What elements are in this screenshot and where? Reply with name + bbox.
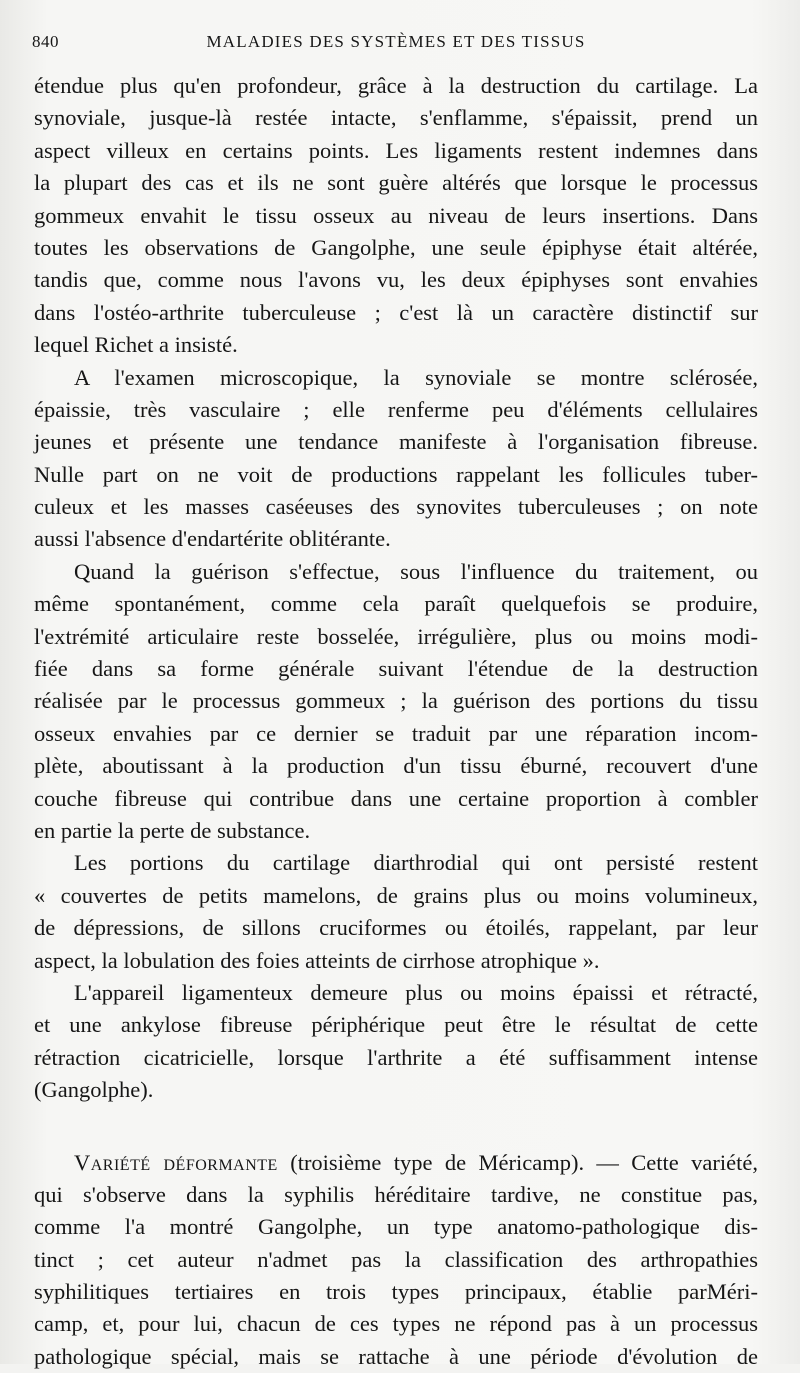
section-paragraph [34,1147,758,1373]
text-line: fiée dans sa forme générale suivant l'étendue de la destruction [34,653,758,685]
paragraph [34,362,758,556]
paragraph [34,847,758,977]
text-line: et une ankylose fibreuse périphérique peut être le résultat de cette [34,1009,758,1041]
text-line: en partie la perte de substance. [34,815,758,847]
text-line: pathologique spécial, mais se rattache à une période d'évolution de [34,1341,758,1373]
text-line: aspect villeux en certains points. Les ligaments restent indemnes dans [34,135,758,167]
text-line: jeunes et présente une tendance manifeste à l'organisation fibreuse. [34,426,758,458]
paragraph [34,977,758,1107]
text-line: tandis que, comme nous l'avons vu, les deux épiphyses sont envahies [34,264,758,296]
text-line: culeux et les masses caséeuses des synovites tuberculeuses ; on note [34,491,758,523]
section-heading: Variété déformante [74,1150,278,1175]
body-text [34,70,758,1373]
text-line: l'extrémité articulaire reste bosselée, irrégulière, plus ou moins modi- [34,621,758,653]
text-line: même spontanément, comme cela paraît quelquefois se produire, [34,588,758,620]
text-line: Quand la guérison s'effectue, sous l'influence du traitement, ou [34,556,758,588]
running-title: MALADIES DES SYSTÈMES ET DES TISSUS [32,32,760,52]
text-line: aspect, la lobulation des foies atteints de cirrhose atrophique ». [34,945,758,977]
page-header [32,32,760,58]
text-line: aussi l'absence d'endartérite oblitérante. [34,523,758,555]
text-line: lequel Richet a insisté. [34,329,758,361]
text-line: toutes les observations de Gangolphe, une seule épiphyse était altérée, [34,232,758,264]
text-line: « couvertes de petits mamelons, de grains plus ou moins volumineux, [34,880,758,912]
text-line: A l'examen microscopique, la synoviale se montre sclérosée, [34,362,758,394]
text-line: osseux envahies par ce dernier se traduit par une réparation incom- [34,718,758,750]
text-line: gommeux envahit le tissu osseux au niveau de leurs insertions. Dans [34,200,758,232]
paragraph [34,70,758,362]
text-line: plète, aboutissant à la production d'un tissu éburné, recouvert d'une [34,750,758,782]
text-line: la plupart des cas et ils ne sont guère altérés que lorsque le processus [34,167,758,199]
text-line: comme l'a montré Gangolphe, un type anatomo-pathologique dis- [34,1211,758,1243]
paragraph [34,556,758,848]
text-line: Nulle part on ne voit de productions rappelant les follicules tuber- [34,459,758,491]
section-first-line-text: (troisième type de Méricamp). — Cette variété, [278,1150,758,1175]
text-line: qui s'observe dans la syphilis héréditaire tardive, ne constitue pas, [34,1179,758,1211]
text-line: (Gangolphe). [34,1074,758,1106]
text-line: de dépressions, de sillons cruciformes ou étoilés, rappelant, par leur [34,912,758,944]
text-line [34,1147,758,1179]
text-line: dans l'ostéo-arthrite tuberculeuse ; c'est là un caractère distinctif sur [34,297,758,329]
page-number: 840 [32,32,59,52]
text-line: syphilitiques tertiaires en trois types principaux, établie parMéri- [34,1276,758,1308]
text-line: Les portions du cartilage diarthrodial qui ont persisté restent [34,847,758,879]
text-line: réalisée par le processus gommeux ; la guérison des portions du tissu [34,685,758,717]
text-line: tinct ; cet auteur n'admet pas la classification des arthropathies [34,1244,758,1276]
section-spacer [34,1107,758,1147]
text-line: couche fibreuse qui contribue dans une certaine proportion à combler [34,783,758,815]
text-line: épaissie, très vasculaire ; elle renferme peu d'éléments cellulaires [34,394,758,426]
text-line: étendue plus qu'en profondeur, grâce à la destruction du cartilage. La [34,70,758,102]
text-line: camp, et, pour lui, chacun de ces types ne répond pas à un processus [34,1308,758,1340]
text-line: synoviale, jusque-là restée intacte, s'enflamme, s'épaissit, prend un [34,102,758,134]
text-line: rétraction cicatricielle, lorsque l'arthrite a été suffisamment intense [34,1042,758,1074]
text-line: L'appareil ligamenteux demeure plus ou moins épaissi et rétracté, [34,977,758,1009]
